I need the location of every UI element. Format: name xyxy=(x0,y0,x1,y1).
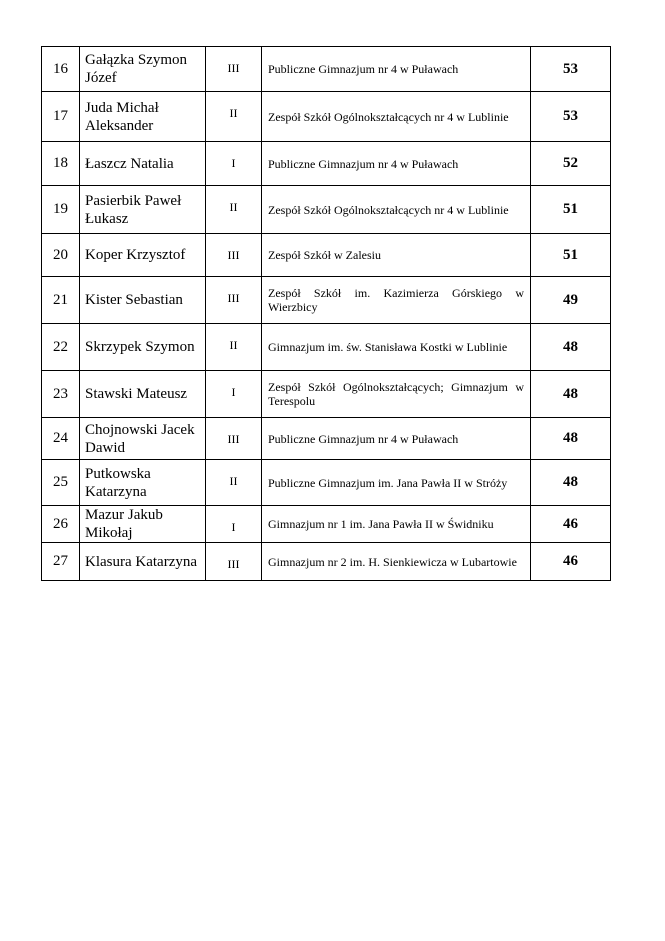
student-name: Gałązka Szymon Józef xyxy=(80,47,206,92)
class-level: II xyxy=(206,186,262,234)
table-row xyxy=(42,371,611,418)
table-row xyxy=(42,460,611,506)
class-level: II xyxy=(206,324,262,371)
score: 49 xyxy=(531,277,611,324)
student-name: Juda Michał Aleksander xyxy=(80,92,206,142)
school-name: Zespół Szkół Ogólnokształcących nr 4 w Lublinie xyxy=(262,186,531,234)
score: 48 xyxy=(531,371,611,418)
table-row xyxy=(42,506,611,543)
row-number: 24 xyxy=(42,418,80,460)
row-number: 25 xyxy=(42,460,80,506)
student-name: Stawski Mateusz xyxy=(80,371,206,418)
class-level: III xyxy=(206,47,262,92)
class-level: III xyxy=(206,418,262,460)
row-number: 20 xyxy=(42,234,80,277)
score: 52 xyxy=(531,142,611,186)
school-name: Gimnazjum nr 1 im. Jana Pawła II w Świdniku xyxy=(262,506,531,543)
class-level: I xyxy=(206,371,262,418)
score: 48 xyxy=(531,460,611,506)
row-number: 19 xyxy=(42,186,80,234)
score: 51 xyxy=(531,234,611,277)
school-name: Zespół Szkół Ogólnokształcących; Gimnazjum w Terespolu xyxy=(262,371,531,418)
table-row xyxy=(42,142,611,186)
class-level: I xyxy=(206,506,262,543)
score: 46 xyxy=(531,506,611,543)
row-number: 17 xyxy=(42,92,80,142)
score: 48 xyxy=(531,324,611,371)
student-name: Skrzypek Szymon xyxy=(80,324,206,371)
row-number: 23 xyxy=(42,371,80,418)
student-name: Kister Sebastian xyxy=(80,277,206,324)
table-row xyxy=(42,543,611,581)
school-name: Publiczne Gimnazjum im. Jana Pawła II w Stróży xyxy=(262,460,531,506)
class-level: III xyxy=(206,277,262,324)
table-row xyxy=(42,277,611,324)
school-name: Publiczne Gimnazjum nr 4 w Puławach xyxy=(262,142,531,186)
school-name: Publiczne Gimnazjum nr 4 w Puławach xyxy=(262,47,531,92)
table-row xyxy=(42,92,611,142)
school-name: Zespół Szkół im. Kazimierza Górskiego w Wierzbicy xyxy=(262,277,531,324)
class-level: III xyxy=(206,234,262,277)
class-level: III xyxy=(206,543,262,581)
student-name: Łaszcz Natalia xyxy=(80,142,206,186)
row-number: 27 xyxy=(42,543,80,581)
table-row xyxy=(42,324,611,371)
student-name: Klasura Katarzyna xyxy=(80,543,206,581)
score: 48 xyxy=(531,418,611,460)
score: 46 xyxy=(531,543,611,581)
student-name: Pasierbik Paweł Łukasz xyxy=(80,186,206,234)
score: 53 xyxy=(531,92,611,142)
student-name: Putkowska Katarzyna xyxy=(80,460,206,506)
row-number: 16 xyxy=(42,47,80,92)
student-name: Koper Krzysztof xyxy=(80,234,206,277)
row-number: 18 xyxy=(42,142,80,186)
row-number: 21 xyxy=(42,277,80,324)
class-level: II xyxy=(206,92,262,142)
row-number: 26 xyxy=(42,506,80,543)
school-name: Gimnazjum nr 2 im. H. Sienkiewicza w Lubartowie xyxy=(262,543,531,581)
table-row xyxy=(42,186,611,234)
score: 53 xyxy=(531,47,611,92)
school-name: Zespół Szkół Ogólnokształcących nr 4 w Lublinie xyxy=(262,92,531,142)
class-level: I xyxy=(206,142,262,186)
table-row xyxy=(42,234,611,277)
school-name: Zespół Szkół w Zalesiu xyxy=(262,234,531,277)
student-name: Chojnowski Jacek Dawid xyxy=(80,418,206,460)
table-row xyxy=(42,47,611,92)
school-name: Publiczne Gimnazjum nr 4 w Puławach xyxy=(262,418,531,460)
school-name: Gimnazjum im. św. Stanisława Kostki w Lublinie xyxy=(262,324,531,371)
student-name: Mazur Jakub Mikołaj xyxy=(80,506,206,543)
table-row xyxy=(42,418,611,460)
results-table xyxy=(41,46,611,581)
class-level: II xyxy=(206,460,262,506)
score: 51 xyxy=(531,186,611,234)
row-number: 22 xyxy=(42,324,80,371)
